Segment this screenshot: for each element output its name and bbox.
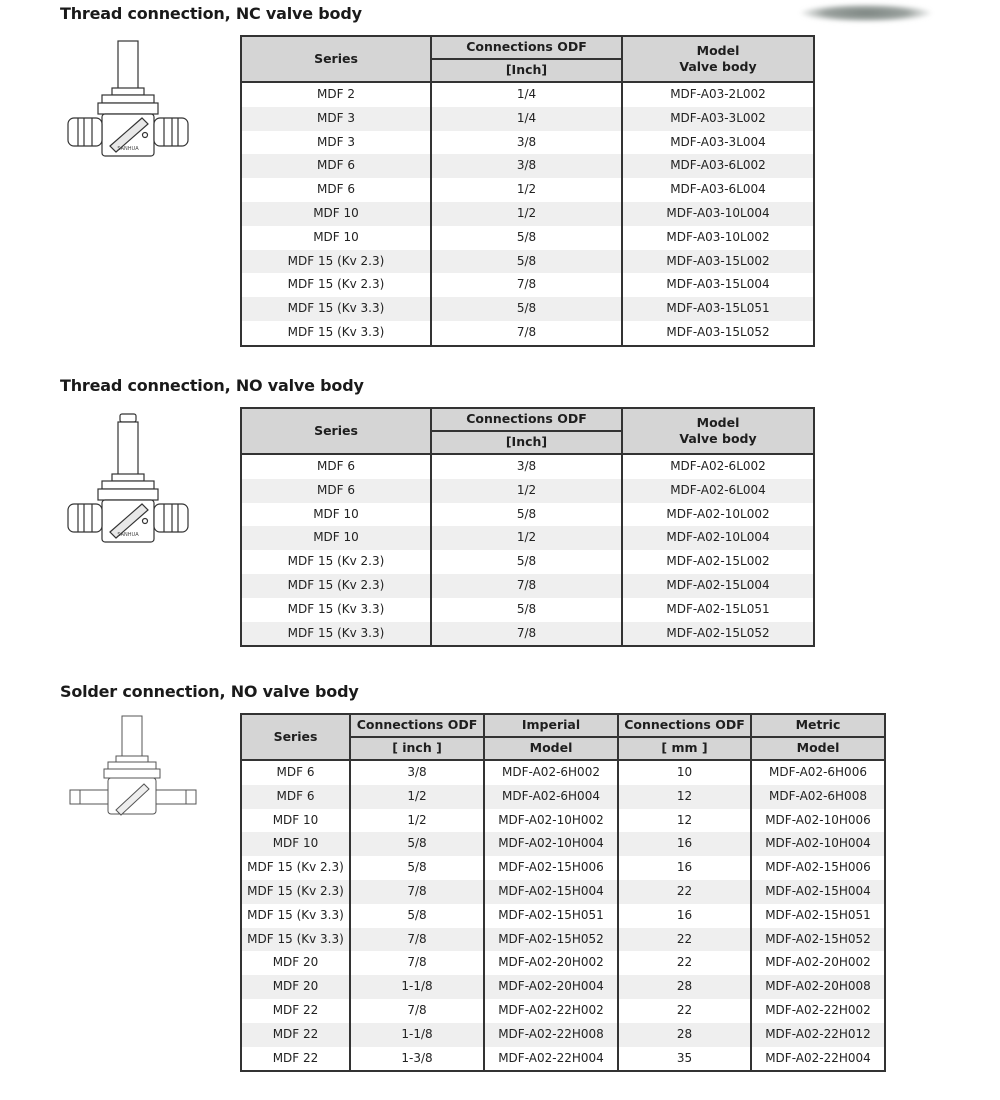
col-header-model: [622, 408, 814, 454]
cell-model: MDF-A03-15L002: [622, 250, 814, 274]
table-row: [241, 574, 814, 598]
cell-model: MDF-A03-15L051: [622, 297, 814, 321]
cell-connection-inch: 7/8: [350, 880, 484, 904]
cell-series: MDF 22: [241, 1047, 350, 1072]
cell-connection-mm: 22: [618, 880, 751, 904]
cell-series: MDF 6: [241, 178, 431, 202]
cell-metric-model: MDF-A02-15H004: [751, 880, 885, 904]
table-row: [241, 273, 814, 297]
valve-brand-label: SANHUA: [117, 146, 139, 152]
table-row: [241, 154, 814, 178]
cell-metric-model: MDF-A02-22H002: [751, 999, 885, 1023]
cell-model: MDF-A03-3L002: [622, 107, 814, 131]
valve-thread-no-icon: [62, 412, 192, 547]
cell-connection-inch: 1/2: [350, 809, 484, 833]
cell-metric-model: MDF-A02-15H051: [751, 904, 885, 928]
cell-series: MDF 6: [241, 760, 350, 785]
table-row: [241, 250, 814, 274]
table-row: [241, 1023, 885, 1047]
table-row: [241, 321, 814, 346]
table-row: [241, 832, 885, 856]
cell-series: MDF 20: [241, 975, 350, 999]
cell-connection-inch: 1/2: [431, 526, 622, 550]
cell-connection-inch: 7/8: [431, 321, 622, 346]
cell-series: MDF 15 (Kv 3.3): [241, 297, 431, 321]
table-row: [241, 226, 814, 250]
table-row: [241, 975, 885, 999]
cell-imperial-model: MDF-A02-22H004: [484, 1047, 618, 1072]
section-title-no-solder: Solder connection, NO valve body: [60, 682, 359, 701]
table-row: [241, 526, 814, 550]
col-header-connections-inch: Connections ODF: [350, 714, 484, 737]
cell-metric-model: MDF-A02-15H006: [751, 856, 885, 880]
cell-series: MDF 6: [241, 454, 431, 479]
cell-series: MDF 3: [241, 107, 431, 131]
cell-connection-inch: 7/8: [350, 951, 484, 975]
table-row: [241, 479, 814, 503]
cell-model: MDF-A02-15L004: [622, 574, 814, 598]
table-no-solder: [240, 713, 886, 1072]
cell-connection-mm: 22: [618, 951, 751, 975]
cell-series: MDF 22: [241, 1023, 350, 1047]
col-header-imperial: Imperial: [484, 714, 618, 737]
cell-connection-inch: 7/8: [431, 574, 622, 598]
table-row: [241, 760, 885, 785]
cell-connection-inch: 7/8: [350, 928, 484, 952]
cell-series: MDF 15 (Kv 2.3): [241, 856, 350, 880]
cell-connection-mm: 22: [618, 999, 751, 1023]
cell-series: MDF 10: [241, 503, 431, 527]
cell-imperial-model: MDF-A02-20H002: [484, 951, 618, 975]
cell-series: MDF 15 (Kv 2.3): [241, 550, 431, 574]
table-row: [241, 550, 814, 574]
table-row: [241, 622, 814, 647]
cell-connection-inch: 1/2: [431, 202, 622, 226]
cell-connection-inch: 5/8: [431, 503, 622, 527]
cell-imperial-model: MDF-A02-6H004: [484, 785, 618, 809]
cell-imperial-model: MDF-A02-15H052: [484, 928, 618, 952]
cell-imperial-model: MDF-A02-10H002: [484, 809, 618, 833]
cell-connection-inch: 5/8: [431, 226, 622, 250]
cell-series: MDF 10: [241, 202, 431, 226]
table-row: [241, 809, 885, 833]
col-header-model: [622, 36, 814, 82]
cell-connection-inch: 5/8: [431, 550, 622, 574]
table-row: [241, 880, 885, 904]
table-row: [241, 202, 814, 226]
cell-connection-mm: 12: [618, 809, 751, 833]
cell-model: MDF-A03-10L002: [622, 226, 814, 250]
cell-imperial-model: MDF-A02-22H008: [484, 1023, 618, 1047]
cell-model: MDF-A03-15L052: [622, 321, 814, 346]
valve-thread-nc-icon: [62, 38, 192, 163]
cell-series: MDF 15 (Kv 3.3): [241, 928, 350, 952]
cell-connection-inch: 7/8: [431, 622, 622, 647]
cell-imperial-model: MDF-A02-6H002: [484, 760, 618, 785]
decorative-smudge: [800, 4, 932, 22]
cell-series: MDF 15 (Kv 2.3): [241, 250, 431, 274]
table-no-thread: [240, 407, 815, 647]
cell-connection-inch: 7/8: [350, 999, 484, 1023]
cell-model: MDF-A03-2L002: [622, 82, 814, 107]
cell-series: MDF 15 (Kv 2.3): [241, 574, 431, 598]
cell-metric-model: MDF-A02-15H052: [751, 928, 885, 952]
table-row: [241, 454, 814, 479]
cell-series: MDF 15 (Kv 2.3): [241, 880, 350, 904]
section-title-no-thread: Thread connection, NO valve body: [60, 376, 364, 395]
cell-metric-model: MDF-A02-10H004: [751, 832, 885, 856]
cell-metric-model: MDF-A02-20H008: [751, 975, 885, 999]
cell-imperial-model: MDF-A02-10H004: [484, 832, 618, 856]
valve-solder-no-icon: [66, 712, 202, 822]
table-row: [241, 856, 885, 880]
cell-connection-mm: 35: [618, 1047, 751, 1072]
cell-connection-inch: 1/2: [431, 178, 622, 202]
table-row: [241, 131, 814, 155]
cell-model: MDF-A02-15L052: [622, 622, 814, 647]
col-header-imperial-model: Model: [484, 737, 618, 760]
cell-connection-inch: 5/8: [431, 250, 622, 274]
cell-series: MDF 10: [241, 526, 431, 550]
col-header-connections-mm: Connections ODF: [618, 714, 751, 737]
cell-model: MDF-A03-10L004: [622, 202, 814, 226]
cell-connection-inch: 1-1/8: [350, 1023, 484, 1047]
cell-model: MDF-A02-6L004: [622, 479, 814, 503]
col-header-connections: Connections ODF: [431, 36, 622, 59]
cell-series: MDF 10: [241, 226, 431, 250]
cell-connection-mm: 28: [618, 975, 751, 999]
cell-series: MDF 20: [241, 951, 350, 975]
table-row: [241, 107, 814, 131]
table-row: [241, 1047, 885, 1072]
cell-model: MDF-A02-6L002: [622, 454, 814, 479]
table-row: [241, 928, 885, 952]
cell-connection-inch: 1-3/8: [350, 1047, 484, 1072]
cell-series: MDF 15 (Kv 3.3): [241, 598, 431, 622]
cell-series: MDF 3: [241, 131, 431, 155]
col-header-metric: Metric: [751, 714, 885, 737]
cell-imperial-model: MDF-A02-22H002: [484, 999, 618, 1023]
cell-model: MDF-A03-15L004: [622, 273, 814, 297]
cell-metric-model: MDF-A02-22H012: [751, 1023, 885, 1047]
cell-series: MDF 2: [241, 82, 431, 107]
table-row: [241, 785, 885, 809]
cell-series: MDF 15 (Kv 2.3): [241, 273, 431, 297]
col-header-series: Series: [241, 36, 431, 82]
cell-metric-model: MDF-A02-6H008: [751, 785, 885, 809]
cell-series: MDF 15 (Kv 3.3): [241, 904, 350, 928]
cell-model: MDF-A03-3L004: [622, 131, 814, 155]
table-row: [241, 297, 814, 321]
cell-series: MDF 10: [241, 832, 350, 856]
cell-model: MDF-A03-6L002: [622, 154, 814, 178]
section-title-nc-thread: Thread connection, NC valve body: [60, 4, 362, 23]
cell-connection-inch: 1/4: [431, 82, 622, 107]
col-header-unit-mm: [ mm ]: [618, 737, 751, 760]
cell-imperial-model: MDF-A02-15H006: [484, 856, 618, 880]
cell-connection-mm: 16: [618, 832, 751, 856]
cell-connection-inch: 5/8: [350, 832, 484, 856]
cell-metric-model: MDF-A02-20H002: [751, 951, 885, 975]
cell-connection-inch: 5/8: [350, 856, 484, 880]
cell-model: MDF-A03-6L004: [622, 178, 814, 202]
col-header-model-line1: Model: [696, 414, 740, 430]
cell-series: MDF 15 (Kv 3.3): [241, 622, 431, 647]
cell-imperial-model: MDF-A02-20H004: [484, 975, 618, 999]
cell-model: MDF-A02-10L002: [622, 503, 814, 527]
cell-model: MDF-A02-10L004: [622, 526, 814, 550]
col-header-unit: [Inch]: [431, 59, 622, 82]
cell-series: MDF 22: [241, 999, 350, 1023]
cell-metric-model: MDF-A02-22H004: [751, 1047, 885, 1072]
cell-series: MDF 6: [241, 785, 350, 809]
table-row: [241, 598, 814, 622]
cell-connection-inch: 7/8: [431, 273, 622, 297]
cell-connection-inch: 3/8: [431, 154, 622, 178]
cell-connection-inch: 1/2: [431, 479, 622, 503]
col-header-unit: [Inch]: [431, 431, 622, 454]
cell-connection-inch: 5/8: [431, 598, 622, 622]
cell-model: MDF-A02-15L051: [622, 598, 814, 622]
table-row: [241, 503, 814, 527]
col-header-model-line1: Model: [696, 42, 740, 58]
col-header-model-line2: Valve body: [679, 431, 757, 446]
cell-metric-model: MDF-A02-6H006: [751, 760, 885, 785]
col-header-model-line2: Valve body: [679, 59, 757, 74]
table-row: [241, 178, 814, 202]
cell-connection-mm: 16: [618, 904, 751, 928]
valve-brand-label: SANHUA: [117, 532, 139, 538]
col-header-series: Series: [241, 408, 431, 454]
cell-connection-inch: 1/4: [431, 107, 622, 131]
table-row: [241, 951, 885, 975]
cell-series: MDF 15 (Kv 3.3): [241, 321, 431, 346]
cell-connection-inch: 5/8: [350, 904, 484, 928]
cell-connection-mm: 22: [618, 928, 751, 952]
cell-connection-inch: 1-1/8: [350, 975, 484, 999]
col-header-series: Series: [241, 714, 350, 760]
table-row: [241, 904, 885, 928]
cell-connection-mm: 10: [618, 760, 751, 785]
cell-series: MDF 6: [241, 479, 431, 503]
cell-connection-mm: 28: [618, 1023, 751, 1047]
cell-connection-mm: 12: [618, 785, 751, 809]
cell-imperial-model: MDF-A02-15H051: [484, 904, 618, 928]
cell-connection-inch: 1/2: [350, 785, 484, 809]
cell-series: MDF 10: [241, 809, 350, 833]
cell-connection-inch: 5/8: [431, 297, 622, 321]
cell-connection-inch: 3/8: [350, 760, 484, 785]
cell-series: MDF 6: [241, 154, 431, 178]
cell-metric-model: MDF-A02-10H006: [751, 809, 885, 833]
cell-connection-inch: 3/8: [431, 131, 622, 155]
table-row: [241, 82, 814, 107]
cell-connection-mm: 16: [618, 856, 751, 880]
col-header-unit-inch: [ inch ]: [350, 737, 484, 760]
cell-connection-inch: 3/8: [431, 454, 622, 479]
cell-model: MDF-A02-15L002: [622, 550, 814, 574]
col-header-metric-model: Model: [751, 737, 885, 760]
table-nc-thread: [240, 35, 815, 347]
table-row: [241, 999, 885, 1023]
cell-imperial-model: MDF-A02-15H004: [484, 880, 618, 904]
col-header-connections: Connections ODF: [431, 408, 622, 431]
